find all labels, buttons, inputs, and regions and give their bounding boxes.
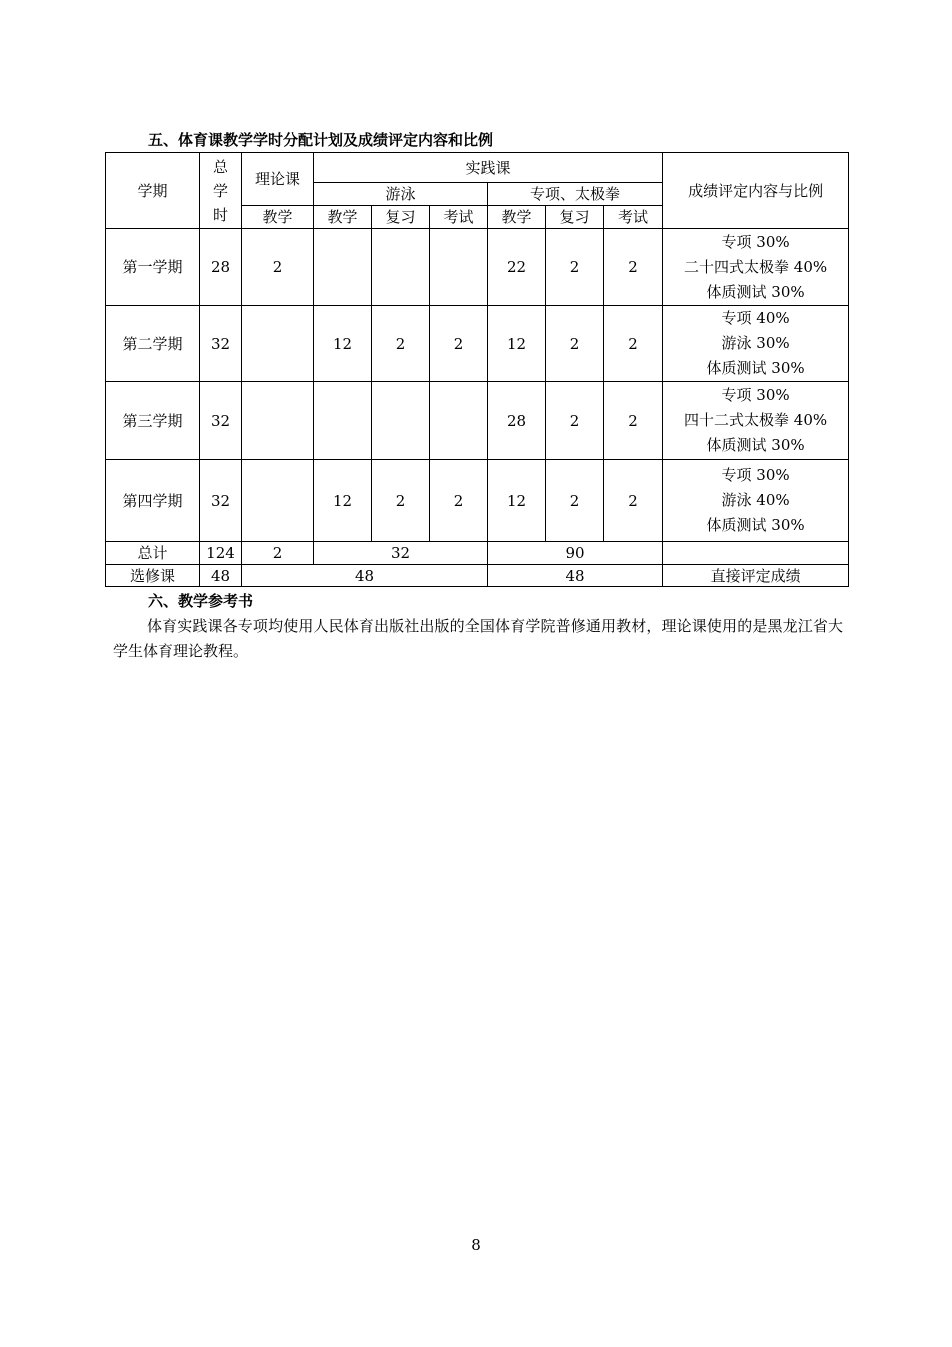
cell-total-specialty: 90 [488,542,663,565]
header-specialty: 专项、太极拳 [488,183,663,206]
cell-spec-exam: 2 [604,460,663,542]
cell-swim-review: 2 [372,460,430,542]
header-total-char-2: 学 [212,181,228,200]
cell-swim-teach: 12 [314,460,372,542]
header-swimming: 游泳 [314,183,488,206]
cell-swim-exam [430,382,488,460]
cell-swim-exam: 2 [430,460,488,542]
cell-spec-teach: 12 [488,306,546,382]
cell-elective-label: 选修课 [106,565,200,587]
cell-swim-review [372,382,430,460]
evaluation-line: 专项 30% [721,232,790,251]
cell-swim-teach [314,382,372,460]
cell-swim-exam: 2 [430,306,488,382]
cell-elective-specialty: 48 [488,565,663,587]
evaluation-line: 专项 40% [721,309,790,327]
page-number: 8 [471,1236,481,1254]
cell-total: 32 [200,382,242,460]
cell-evaluation [663,382,849,460]
cell-total-theory: 2 [242,542,314,565]
cell-spec-exam: 2 [604,229,663,306]
header-spec-review: 复习 [546,206,604,229]
table-row [106,229,849,306]
cell-evaluation [663,229,849,306]
header-evaluation: 成绩评定内容与比例 [663,153,849,229]
evaluation-line: 游泳 30% [721,334,790,352]
header-swim-teach: 教学 [314,206,372,229]
header-theory-teach: 教学 [242,206,314,229]
cell-semester: 第一学期 [106,229,200,306]
cell-elective-hours: 48 [200,565,242,587]
cell-elective-evaluation: 直接评定成绩 [663,565,849,587]
elective-row [106,565,849,587]
header-semester: 学期 [106,153,200,229]
evaluation-line: 四十二式太极拳 40% [684,411,828,429]
cell-swim-teach [314,229,372,306]
cell-evaluation [663,306,849,382]
section-6-title: 六、教学参考书 [148,592,254,610]
evaluation-line: 体质测试 30% [706,359,805,377]
cell-total-swimming: 32 [314,542,488,565]
cell-swim-teach: 12 [314,306,372,382]
section-5-title: 五、体育课教学学时分配计划及成绩评定内容和比例 [148,131,494,149]
evaluation-line: 体质测试 30% [706,282,805,301]
cell-spec-exam: 2 [604,382,663,460]
cell-spec-review: 2 [546,229,604,306]
cell-spec-teach: 22 [488,229,546,306]
cell-spec-teach: 12 [488,460,546,542]
cell-swim-exam [430,229,488,306]
cell-total: 32 [200,460,242,542]
evaluation-line: 体质测试 30% [706,516,805,534]
cell-theory-teach: 2 [242,229,314,306]
cell-theory-teach [242,460,314,542]
header-swim-review: 复习 [372,206,430,229]
evaluation-line: 专项 30% [721,466,790,484]
cell-total-evaluation [663,542,849,565]
cell-spec-review: 2 [546,460,604,542]
cell-semester: 第四学期 [106,460,200,542]
header-total-char-3: 时 [212,205,228,224]
total-row [106,542,849,565]
cell-evaluation [663,460,849,542]
cell-total: 32 [200,306,242,382]
header-total-hours [200,153,242,229]
cell-swim-review [372,229,430,306]
cell-theory-teach [242,382,314,460]
cell-semester: 第三学期 [106,382,200,460]
cell-semester: 第二学期 [106,306,200,382]
hours-allocation-table [105,152,849,587]
cell-theory-teach [242,306,314,382]
cell-total-label: 总计 [106,542,200,565]
cell-spec-teach: 28 [488,382,546,460]
cell-spec-review: 2 [546,306,604,382]
header-total-char-1: 总 [212,157,228,176]
table-row [106,382,849,460]
evaluation-line: 专项 30% [721,386,790,404]
evaluation-line: 体质测试 30% [706,436,805,454]
cell-swim-review: 2 [372,306,430,382]
section-6-body: 体育实践课各专项均使用人民体育出版社出版的全国体育学院普修通用教材，理论课使用的是黑龙江省大学生体育理论教程。 [113,617,843,660]
header-theory: 理论课 [242,153,314,206]
cell-spec-review: 2 [546,382,604,460]
header-spec-exam: 考试 [604,206,663,229]
evaluation-line: 二十四式太极拳 40% [684,257,828,276]
cell-elective-swimming: 48 [242,565,488,587]
header-spec-teach: 教学 [488,206,546,229]
cell-total-hours: 124 [200,542,242,565]
cell-spec-exam: 2 [604,306,663,382]
header-practice: 实践课 [314,153,663,183]
table-row [106,460,849,542]
header-swim-exam: 考试 [430,206,488,229]
table-row [106,306,849,382]
evaluation-line: 游泳 40% [721,491,790,509]
cell-total: 28 [200,229,242,306]
